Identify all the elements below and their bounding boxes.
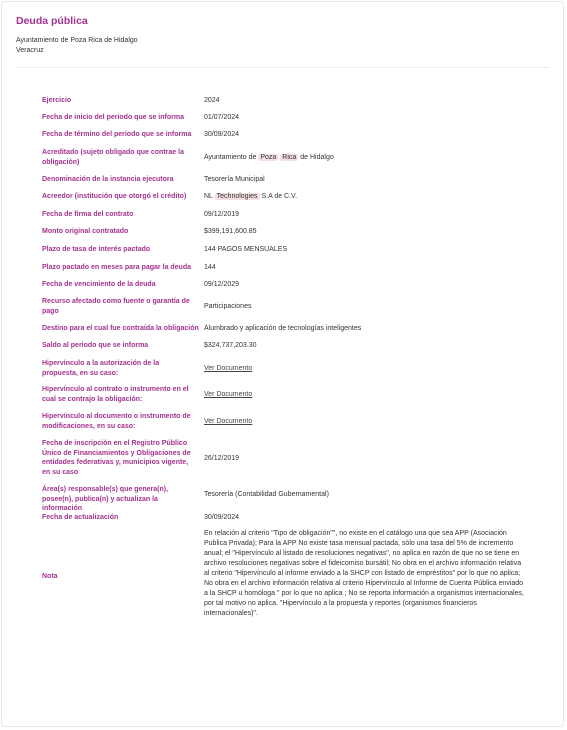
ver-documento-link[interactable]: Ver Documento: [204, 418, 253, 425]
value-acreedor: [204, 192, 504, 202]
label-instancia: Denominación de la instancia ejecutora: [42, 176, 174, 183]
value-nota: En relación al criterio "Tipo de obligación"", no existe en el catálogo una que sea APP (Asociación Publica Privada); Para la APP No existe tasa mensual pactada, sólo una tasa del 5% de incremento anual; el "Hipervínculo al listado de resoluciones negativas", no aplica en razón de que no se tiene en archivo resoluciones negativas sobre el fideicomiso bursátil; No obra en el archivo información relativa al criterio "Hipervínculo al informe enviado a la SHCP con listado de empréstitos" por lo que no aplica; No obra en el archivo información relativa al criterio Hipervínculo al Informe de Cuenta Pública enviado a la SHCP u homóloga " por lo que no aplica ; No se reporta información a organismos internacionales, por tal motivo no aplica. "Hipervínculo a la propuesta y reportes (organismos financieros internacionales)".: [204, 530, 524, 617]
label-hv-autorizacion: Hipervínculo a la autorización de la propuesta, en su caso:: [42, 360, 160, 377]
label-hv-contrato: Hipervínculo al contrato o instrumento en el cual se contrajo la obligación:: [42, 386, 189, 403]
value-firma: 09/12/2019: [204, 211, 240, 218]
acreedor-text: S.A de C.V.: [261, 193, 298, 200]
label-plazo-meses: Plazo pactado en meses para pagar la deuda: [42, 264, 191, 271]
value-plazo-tasa: 144 PAGOS MENSUALES: [204, 246, 288, 253]
value-areas: Tesorería (Contabilidad Gubernamental): [204, 491, 329, 498]
acreditado-text: de Hidalgo: [300, 154, 334, 161]
ver-documento-link[interactable]: Ver Documento: [204, 391, 253, 398]
value-plazo-meses: 144: [204, 264, 216, 271]
search-highlight: Poza: [260, 154, 277, 161]
value-hv-autorizacion: [204, 364, 504, 374]
label-inscripcion: Fecha de inscripción en el Registro Público Único de Financiamientos y Obligaciones de entidades federativas y, municipios vigente, en su caso: [42, 440, 191, 476]
label-recurso: Recurso afectado como fuente o garantía de pago: [42, 298, 190, 315]
value-acreditado: [204, 153, 504, 163]
label-firma: Fecha de firma del contrato: [42, 211, 134, 218]
label-hv-modificaciones: Hipervínculo al documento o instrumento de modificaciones, en su caso:: [42, 413, 191, 430]
label-inicio: Fecha de inicio del periodo que se informa: [42, 114, 184, 121]
label-acreedor: Acreedor (institución que otorgó el crédito): [42, 193, 187, 200]
value-inscripcion: 26/12/2019: [204, 455, 240, 462]
page-title: Deuda pública: [16, 15, 88, 27]
acreditado-text: Ayuntamiento de: [204, 154, 257, 161]
value-hv-contrato: [204, 390, 504, 400]
label-acreditado: Acreditado (sujeto obligado que contrae la obligación): [42, 149, 184, 166]
value-termino: 30/09/2024: [204, 131, 240, 138]
acreedor-text: NL: [204, 193, 213, 200]
value-saldo: $324,737,203.30: [204, 342, 257, 349]
value-ejercicio: 2024: [204, 97, 220, 104]
label-actualizacion: Fecha de actualización: [42, 514, 119, 521]
entity-state: Veracruz: [16, 47, 44, 54]
entity-name: Ayuntamiento de Poza Rica de Hidalgo: [16, 37, 138, 44]
value-vencimiento: 09/12/2029: [204, 281, 240, 288]
label-nota: Nota: [42, 573, 58, 580]
debt-card: [1, 1, 564, 727]
label-areas: Área(s) responsable(s) que genera(n), posee(n), publica(n) y actualizan la información: [42, 486, 169, 512]
entity-info: [16, 36, 138, 56]
label-saldo: Saldo al periodo que se informa: [42, 342, 149, 349]
value-actualizacion: 30/09/2024: [204, 514, 240, 521]
header-divider: [16, 67, 549, 68]
value-instancia: Tesorería Municipal: [204, 176, 265, 183]
label-termino: Fecha de término del periodo que se informa: [42, 131, 192, 138]
value-recurso: Participaciones: [204, 303, 252, 310]
value-monto: $399,191,600.85: [204, 228, 257, 235]
label-plazo-tasa: Plazo de tasa de interés pactado: [42, 246, 151, 253]
ver-documento-link[interactable]: Ver Documento: [204, 365, 253, 372]
search-highlight: Rica: [282, 154, 297, 161]
label-vencimiento: Fecha de vencimiento de la deuda: [42, 281, 156, 288]
value-destino: Alumbrado y aplicación de tecnologías inteligentes: [204, 325, 362, 332]
value-hv-modificaciones: [204, 417, 504, 427]
value-inicio: 01/07/2024: [204, 114, 240, 121]
search-highlight: Technologies: [216, 193, 258, 200]
label-destino: Destino para el cual fue contraída la obligación: [42, 325, 199, 332]
label-ejercicio: Ejercicio: [42, 97, 72, 104]
label-monto: Monto original contratado: [42, 228, 129, 235]
